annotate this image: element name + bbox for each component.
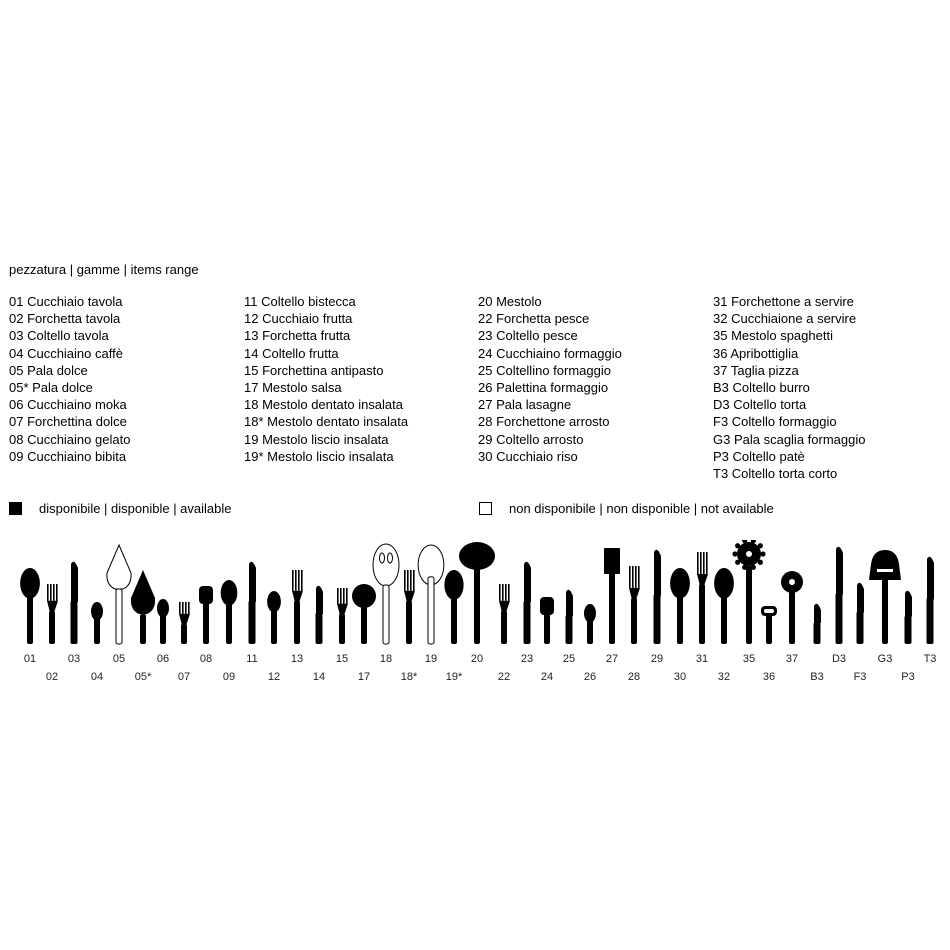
- cutlery-item-label: 24: [540, 671, 554, 683]
- cutlery-item-08-icon: [199, 586, 213, 644]
- cutlery-item-label: 06: [156, 653, 170, 665]
- cutlery-item-30-icon: [670, 568, 690, 644]
- cutlery-item-label: 35: [742, 653, 756, 665]
- cutlery-item-label: 19: [424, 653, 438, 665]
- list-item: 15 Forchettina antipasto: [244, 362, 384, 378]
- list-item: T3 Coltello torta corto: [713, 466, 838, 482]
- cutlery-item-20-icon: [459, 542, 495, 644]
- cutlery-item-B3-icon: [814, 604, 822, 644]
- cutlery-item-03-icon: [71, 562, 79, 644]
- cutlery-item-label: T3: [923, 653, 937, 665]
- cutlery-item-05-star-icon: [131, 570, 155, 644]
- cutlery-item-label: 27: [605, 653, 619, 665]
- cutlery-item-13-icon: [292, 570, 303, 644]
- list-item: 23 Coltello pesce: [478, 328, 578, 344]
- cutlery-item-label: 07: [177, 671, 191, 683]
- list-item: 36 Apribottiglia: [713, 345, 799, 361]
- cutlery-item-01-icon: [20, 568, 40, 644]
- cutlery-item-15-icon: [337, 588, 348, 644]
- cutlery-item-14-icon: [316, 586, 324, 644]
- cutlery-item-label: 32: [717, 671, 731, 683]
- list-item: 05 Pala dolce: [9, 362, 88, 378]
- cutlery-item-23-icon: [524, 562, 532, 644]
- list-item: 02 Forchetta tavola: [9, 311, 121, 327]
- list-item: 31 Forchettone a servire: [713, 294, 854, 309]
- list-item: 24 Cucchiaino formaggio: [478, 345, 622, 361]
- cutlery-item-label: 02: [45, 671, 59, 683]
- cutlery-item-19-icon: [418, 545, 444, 644]
- cutlery-item-label: 17: [357, 671, 371, 683]
- list-item: 29 Coltello arrosto: [478, 431, 584, 447]
- cutlery-item-37-icon: [781, 571, 803, 644]
- cutlery-item-35-icon: [732, 540, 765, 644]
- legend-available-label: disponibile | disponible | available: [39, 501, 232, 516]
- cutlery-item-label: 19*: [445, 671, 463, 683]
- cutlery-item-label: 14: [312, 671, 326, 683]
- cutlery-item-label: 31: [695, 653, 709, 665]
- cutlery-item-label: 05*: [134, 671, 152, 683]
- cutlery-item-label: 22: [497, 671, 511, 683]
- item-list-column-1: [9, 293, 130, 465]
- list-item: 26 Palettina formaggio: [478, 380, 609, 396]
- cutlery-item-label: 25: [562, 653, 576, 665]
- cutlery-item-label: 18*: [400, 671, 418, 683]
- cutlery-item-36-icon: [761, 606, 777, 644]
- cutlery-item-32-icon: [714, 568, 734, 644]
- cutlery-item-label: 11: [246, 653, 258, 665]
- cutlery-item-02-icon: [47, 584, 58, 644]
- legend-available: [9, 501, 232, 516]
- list-item: D3 Coltello torta: [713, 397, 807, 413]
- legend-not-available: [479, 501, 774, 516]
- list-item: 18 Mestolo dentato insalata: [244, 397, 403, 413]
- list-item: P3 Coltello patè: [713, 448, 805, 464]
- filled-square-icon: [9, 502, 22, 515]
- item-list-column-2: [244, 293, 408, 465]
- cutlery-item-label: 20: [470, 653, 484, 665]
- item-list-column-4: [713, 293, 865, 482]
- cutlery-item-17-icon: [352, 584, 376, 644]
- list-item: 37 Taglia pizza: [713, 362, 799, 378]
- cutlery-item-label: G3: [877, 653, 893, 665]
- cutlery-item-label: P3: [901, 671, 915, 683]
- list-item: 19 Mestolo liscio insalata: [244, 431, 389, 447]
- list-item: B3 Coltello burro: [713, 380, 810, 396]
- cutlery-item-label: 13: [290, 653, 304, 665]
- cutlery-item-label: 03: [67, 653, 81, 665]
- list-item: 01 Cucchiaio tavola: [9, 294, 123, 309]
- cutlery-item-label: 36: [762, 671, 776, 683]
- cutlery-item-label: 15: [335, 653, 349, 665]
- list-item: 08 Cucchiaino gelato: [9, 431, 131, 447]
- cutlery-item-24-icon: [540, 597, 554, 644]
- list-item: 06 Cucchiaino moka: [9, 397, 127, 413]
- list-item: F3 Coltello formaggio: [713, 414, 837, 430]
- list-item: 18* Mestolo dentato insalata: [244, 414, 409, 430]
- list-item: 30 Cucchiaio riso: [478, 448, 578, 464]
- list-item: 35 Mestolo spaghetti: [713, 328, 833, 344]
- cutlery-item-G3-icon: [869, 550, 901, 644]
- cutlery-item-11-icon: [249, 562, 257, 644]
- list-item: 17 Mestolo salsa: [244, 380, 342, 396]
- cutlery-item-T3-icon: [927, 557, 935, 644]
- cutlery-item-label: 05: [112, 653, 126, 665]
- cutlery-item-18-star-icon: [404, 570, 415, 644]
- list-item: G3 Pala scaglia formaggio: [713, 431, 866, 447]
- cutlery-item-label: 26: [583, 671, 597, 683]
- list-item: 22 Forchetta pesce: [478, 311, 590, 327]
- cutlery-item-26-icon: [584, 604, 596, 644]
- list-item: 14 Coltello frutta: [244, 345, 339, 361]
- cutlery-silhouette-lineup: [0, 540, 950, 690]
- list-item: 32 Cucchiaione a servire: [713, 311, 857, 327]
- page-heading: pezzatura | gamme | items range: [9, 262, 199, 277]
- list-item: 03 Coltello tavola: [9, 328, 109, 344]
- list-item: 07 Forchettina dolce: [9, 414, 127, 430]
- list-item: 27 Pala lasagne: [478, 397, 572, 413]
- cutlery-item-F3-icon: [857, 583, 865, 644]
- cutlery-item-label: 04: [90, 671, 104, 683]
- cutlery-item-label: 18: [379, 653, 393, 665]
- list-item: 11 Coltello bistecca: [244, 294, 356, 309]
- cutlery-item-07-icon: [179, 602, 190, 644]
- cutlery-item-label: 23: [520, 653, 534, 665]
- cutlery-item-31-icon: [697, 552, 708, 644]
- legend-not-available-label: non disponibile | non disponible | not available: [509, 501, 774, 516]
- cutlery-item-P3-icon: [905, 591, 913, 644]
- cutlery-item-label: D3: [831, 653, 847, 665]
- cutlery-item-04-icon: [91, 602, 103, 644]
- cutlery-item-09-icon: [221, 580, 238, 644]
- cutlery-item-19-star-icon: [444, 570, 463, 644]
- cutlery-item-label: F3: [853, 671, 867, 683]
- cutlery-item-25-icon: [566, 590, 574, 644]
- cutlery-item-label: 29: [650, 653, 664, 665]
- cutlery-item-label: 09: [222, 671, 236, 683]
- cutlery-item-label: 12: [267, 671, 281, 683]
- cutlery-item-label: B3: [810, 671, 824, 683]
- item-list-column-3: [478, 293, 622, 465]
- cutlery-item-label: 01: [23, 653, 37, 665]
- cutlery-item-label: 30: [673, 671, 687, 683]
- cutlery-item-29-icon: [654, 550, 662, 644]
- cutlery-item-label: 28: [627, 671, 641, 683]
- list-item: 25 Coltellino formaggio: [478, 362, 611, 378]
- cutlery-item-27-icon: [604, 548, 620, 644]
- cutlery-item-12-icon: [267, 591, 281, 644]
- list-item: 20 Mestolo: [478, 294, 542, 309]
- cutlery-item-label: 08: [199, 653, 213, 665]
- list-item: 28 Forchettone arrosto: [478, 414, 610, 430]
- cutlery-item-05-icon: [107, 545, 131, 644]
- list-item: 05* Pala dolce: [9, 380, 93, 396]
- list-item: 04 Cucchiaino caffè: [9, 345, 123, 361]
- list-item: 12 Cucchiaio frutta: [244, 311, 353, 327]
- list-item: 09 Cucchiaino bibita: [9, 448, 127, 464]
- cutlery-item-18-icon: [373, 544, 399, 644]
- cutlery-item-06-icon: [157, 599, 169, 644]
- empty-square-icon: [479, 502, 492, 515]
- cutlery-item-22-icon: [499, 584, 510, 644]
- cutlery-item-D3-icon: [836, 547, 844, 644]
- list-item: 13 Forchetta frutta: [244, 328, 351, 344]
- list-item: 19* Mestolo liscio insalata: [244, 448, 394, 464]
- cutlery-item-label: 37: [785, 653, 799, 665]
- cutlery-item-28-icon: [629, 566, 640, 644]
